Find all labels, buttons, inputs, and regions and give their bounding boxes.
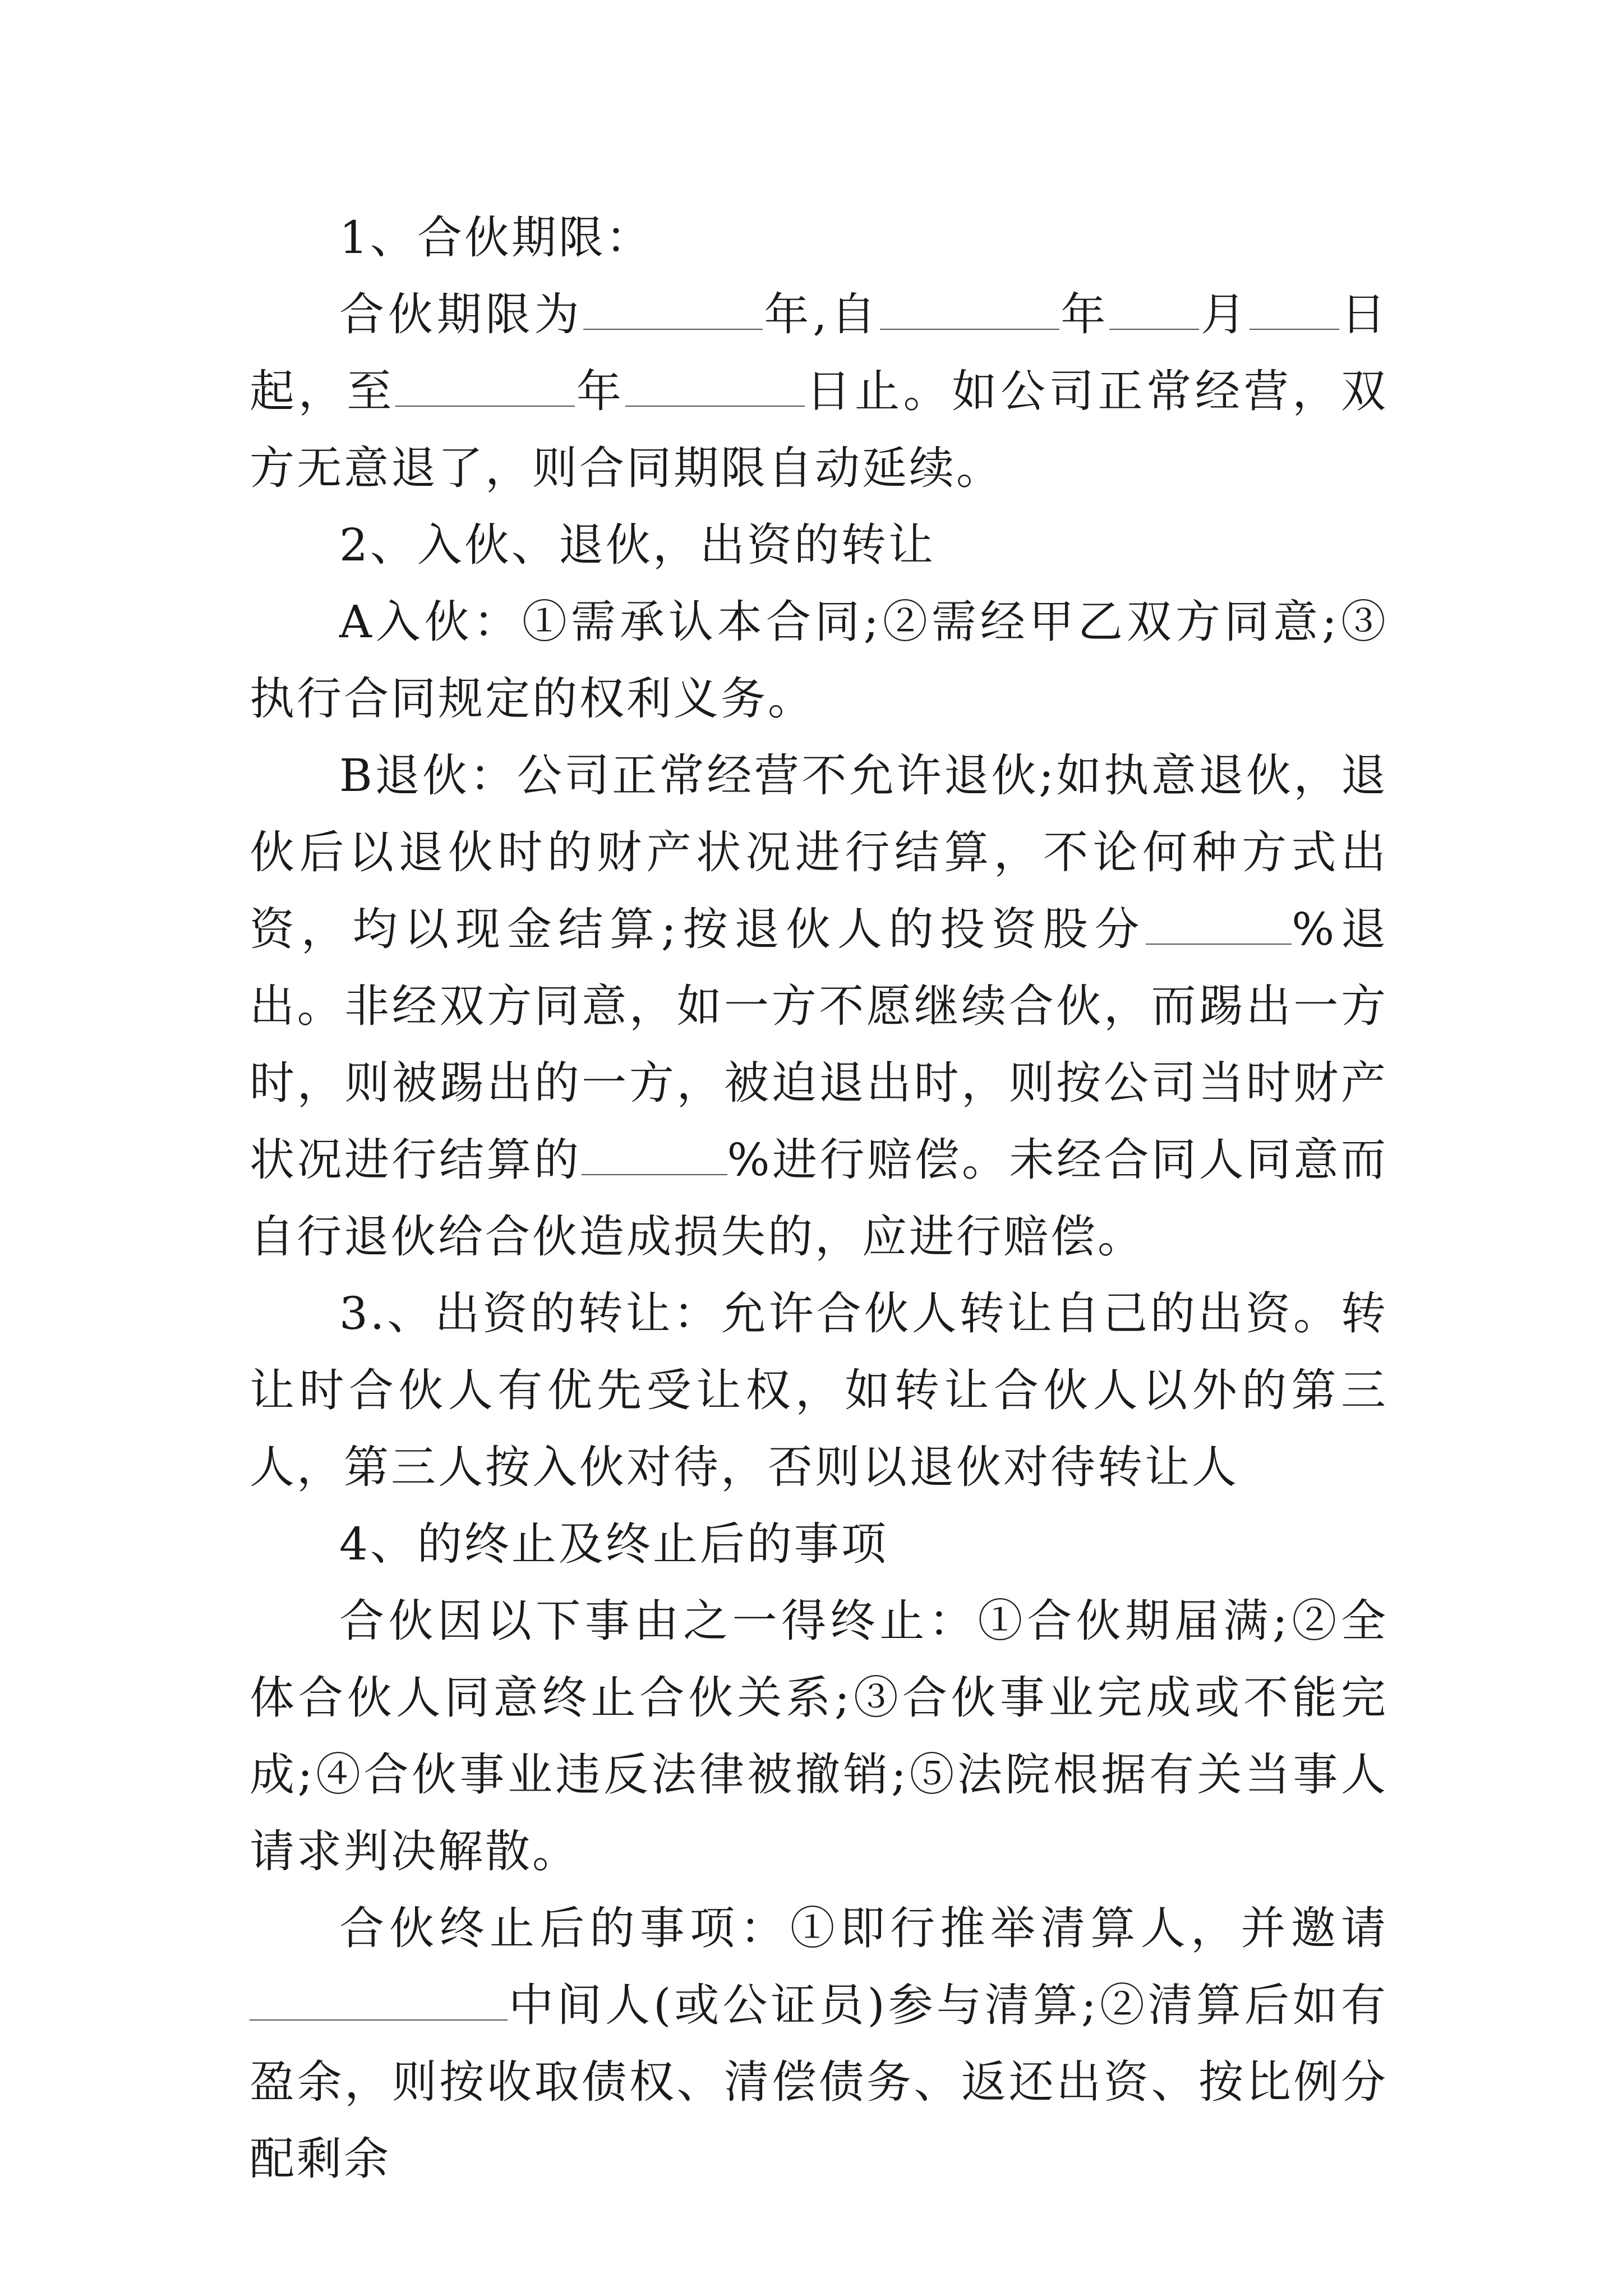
- section1-heading-text: 1、合伙期限：: [339, 211, 653, 264]
- document-body: [250, 199, 1388, 2197]
- section1-paragraph: [250, 276, 1388, 507]
- term-text-f: 年: [575, 365, 625, 417]
- term-text-g: 日止。如公司正常经营，双方无意退了，则合同期限自动延续。: [250, 365, 1389, 494]
- section3-paragraph: [250, 1275, 1388, 1506]
- withdraw-text-1: B退伙：公司正常经营不允许退伙;如执意退伙，退伙后以退伙时的财产状况进行结算，不论何种方式出资，均以现金结算;按退伙人的投资股分: [250, 749, 1388, 955]
- post-termination-text-a: 合伙终止后的事项：①即行推举清算人，并邀请: [339, 1902, 1388, 1954]
- section2-a-paragraph: [250, 583, 1388, 737]
- end-year-blank: [395, 366, 575, 407]
- section4-paragraph-2: [250, 1890, 1388, 2197]
- term-text-a: 合伙期限为: [339, 288, 583, 341]
- compensation-percent-blank: [582, 1135, 727, 1175]
- start-year-blank: [880, 289, 1059, 330]
- join-partnership-text: A入伙：①需承认本合同;②需经甲乙双方同意;③执行合同规定的权利义务。: [250, 596, 1388, 725]
- section4-heading-text: 4、的终止及终止后的事项: [339, 1518, 888, 1570]
- section2-heading-text: 2、入伙、退伙，出资的转让: [339, 519, 935, 571]
- intermediary-blank: [250, 1980, 508, 2021]
- term-text-b: 年,自: [762, 288, 880, 341]
- term-text-e: 日起，至: [250, 288, 1389, 417]
- term-text-c: 年: [1059, 288, 1110, 341]
- termination-reasons-text: 合伙因以下事由之一得终止：①合伙期届满;②全体合伙人同意终止合伙关系;③合伙事业完成或不能完成;④合伙事业违反法律被撤销;⑤法院根据有关当事人请求判决解散。: [250, 1595, 1388, 1878]
- start-month-blank: [1109, 289, 1199, 330]
- term-years-blank: [583, 289, 763, 330]
- section2-heading: [250, 507, 1388, 583]
- section4-heading: [250, 1506, 1388, 1582]
- share-percent-blank: [1146, 904, 1292, 945]
- withdraw-text-2: %退出。非经双方同意，如一方不愿继续合伙，而踢出一方时，则被踢出的一方，被迫退出时，则按公司当时财产状况进行结算的: [250, 903, 1389, 1186]
- term-text-d: 月: [1199, 288, 1250, 341]
- post-termination-text-b: 中间人(或公证员)参与清算;②清算后如有盈余，则按收取债权、清偿债务、返还出资、按比例分配剩余: [250, 1979, 1388, 2185]
- section4-paragraph-1: [250, 1582, 1388, 1890]
- section2-b-paragraph: [250, 737, 1388, 1275]
- transfer-text: 3.、出资的转让：允许合伙人转让自己的出资。转让时合伙人有优先受让权，如转让合伙人以外的第三人，第三人按入伙对待，否则以退伙对待转让人: [250, 1287, 1388, 1493]
- section1-heading: [250, 199, 1388, 276]
- end-date-blank: [625, 366, 805, 407]
- withdraw-text-3: %进行赔偿。未经合同人同意而自行退伙给合伙造成损失的，应进行赔偿。: [250, 1134, 1389, 1263]
- start-day-blank: [1249, 289, 1339, 330]
